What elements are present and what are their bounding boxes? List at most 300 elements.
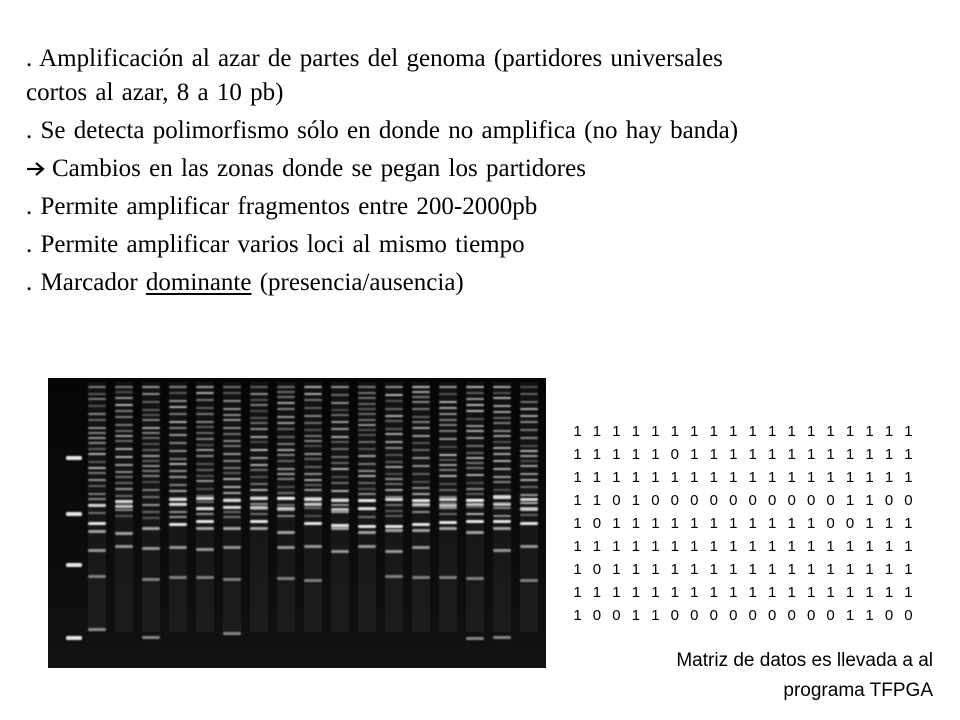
gel-band	[196, 426, 214, 428]
gel-band	[520, 386, 538, 388]
gel-band	[331, 456, 349, 458]
gel-band	[466, 520, 484, 523]
matrix-cell: 0	[670, 492, 680, 509]
gel-band	[412, 465, 430, 467]
gel-band	[169, 470, 187, 472]
gel-band	[466, 499, 484, 502]
matrix-cell: 1	[865, 584, 874, 601]
gel-band	[196, 501, 214, 503]
gel-band	[250, 503, 268, 505]
gel-band	[115, 464, 133, 466]
gel-band	[88, 575, 106, 578]
gel-band	[520, 514, 538, 516]
matrix-cell: 1	[631, 561, 641, 578]
gel-band	[412, 427, 430, 429]
gel-band	[115, 397, 133, 399]
gel-band	[439, 401, 457, 403]
matrix-cell: 0	[806, 492, 816, 509]
matrix-cell: 1	[845, 469, 855, 486]
gel-band	[142, 409, 160, 411]
matrix-cell: 0	[670, 607, 680, 624]
ladder-band	[66, 456, 82, 460]
gel-band	[493, 392, 511, 394]
gel-band	[358, 493, 376, 495]
gel-band	[223, 516, 241, 518]
gel-band	[439, 502, 457, 504]
gel-band	[412, 511, 430, 513]
gel-band	[169, 442, 187, 444]
matrix-cell: 1	[826, 423, 835, 440]
gel-band	[223, 632, 241, 635]
gel-band	[304, 386, 322, 388]
matrix-cell: 1	[904, 423, 913, 440]
gel-band	[277, 504, 295, 506]
matrix-cell: 0	[709, 607, 718, 624]
gel-band	[304, 484, 322, 486]
matrix-cell: 0	[709, 492, 718, 509]
gel-band	[466, 425, 484, 427]
matrix-cell: 1	[768, 469, 777, 486]
gel-band	[88, 467, 106, 469]
matrix-cell: 1	[651, 538, 660, 555]
gel-band	[169, 450, 187, 452]
gel-band	[250, 483, 268, 485]
gel-band	[115, 500, 133, 503]
gel-band	[169, 546, 187, 549]
gel-band	[142, 427, 160, 429]
gel-band	[169, 490, 187, 492]
matrix-cell: 1	[690, 423, 699, 440]
gel-band	[331, 462, 349, 464]
matrix-cell: 1	[592, 423, 602, 440]
matrix-cell: 0	[826, 492, 835, 509]
gel-band	[466, 531, 484, 534]
gel-band	[304, 407, 322, 409]
gel-band	[520, 479, 538, 481]
gel-band	[466, 404, 484, 406]
gel-band	[304, 522, 322, 525]
gel-band	[250, 422, 268, 424]
gel-band	[88, 386, 106, 388]
matrix-cell: 0	[845, 515, 855, 532]
matrix-cell: 1	[709, 538, 718, 555]
dominant-underlined-word: dominante	[145, 269, 252, 296]
gel-band	[385, 420, 403, 422]
matrix-cell: 1	[690, 561, 699, 578]
gel-band	[412, 416, 430, 418]
gel-band	[223, 472, 241, 474]
gel-band	[358, 424, 376, 426]
gel-band	[412, 386, 430, 388]
gel-band	[169, 421, 187, 423]
gel-band	[304, 479, 322, 481]
gel-band	[385, 386, 403, 388]
matrix-cell: 1	[904, 446, 913, 463]
matrix-cell: 1	[787, 561, 796, 578]
gel-band	[88, 461, 106, 463]
gel-band	[250, 441, 268, 443]
gel-band	[331, 550, 349, 553]
gel-band	[250, 457, 268, 459]
gel-band	[250, 513, 268, 515]
matrix-cell: 1	[865, 492, 874, 509]
gel-band	[115, 476, 133, 478]
ladder-band	[66, 563, 82, 567]
matrix-cell: 1	[865, 423, 874, 440]
gel-band	[385, 454, 403, 456]
gel-band	[223, 440, 241, 442]
gel-band	[520, 508, 538, 511]
gel-band	[223, 467, 241, 469]
gel-band	[520, 473, 538, 475]
gel-band	[304, 435, 322, 437]
gel-band	[412, 493, 430, 495]
gel-band	[115, 488, 133, 490]
gel-band	[331, 421, 349, 423]
gel-band	[196, 392, 214, 394]
gel-band	[358, 419, 376, 421]
gel-band	[88, 530, 106, 533]
gel-band	[277, 386, 295, 388]
matrix-cell: 1	[573, 446, 582, 463]
gel-band	[439, 419, 457, 421]
gel-band	[115, 515, 133, 517]
matrix-cell: 1	[631, 538, 641, 555]
gel-band	[358, 531, 376, 534]
gel-band	[250, 386, 268, 388]
gel-band	[169, 386, 187, 388]
gel-band	[412, 391, 430, 393]
matrix-row	[568, 512, 918, 535]
gel-band	[169, 516, 187, 518]
gel-band	[331, 511, 349, 513]
gel-band	[196, 480, 214, 482]
gel-band	[88, 442, 106, 444]
gel-band	[412, 523, 430, 526]
matrix-cell: 1	[787, 584, 796, 601]
gel-band	[520, 545, 538, 548]
gel-band	[115, 505, 133, 508]
gel-band	[466, 503, 484, 506]
matrix-cell: 1	[631, 607, 641, 624]
gel-band	[196, 497, 214, 500]
gel-band	[358, 429, 376, 431]
gel-band	[169, 523, 187, 526]
gel-band	[223, 578, 241, 581]
matrix-cell: 1	[729, 446, 738, 463]
gel-band	[358, 488, 376, 490]
matrix-cell: 1	[709, 584, 718, 601]
gel-band	[277, 416, 295, 418]
gel-band	[358, 397, 376, 399]
gel-band	[439, 507, 457, 509]
matrix-cell: 1	[612, 584, 621, 601]
gel-band	[358, 386, 376, 388]
gel-band	[493, 453, 511, 455]
gel-band	[142, 465, 160, 467]
matrix-cell: 0	[651, 492, 660, 509]
gel-band	[304, 399, 322, 401]
matrix-cell: 1	[787, 446, 796, 463]
matrix-cell: 1	[806, 561, 816, 578]
gel-band	[142, 437, 160, 439]
gel-band	[385, 483, 403, 485]
gel-band	[277, 436, 295, 438]
gel-band	[196, 432, 214, 434]
gel-band	[466, 462, 484, 464]
gel-band	[466, 386, 484, 388]
gel-band	[412, 576, 430, 579]
gel-band	[88, 448, 106, 450]
gel-band	[520, 579, 538, 582]
gel-band	[439, 393, 457, 395]
gel-band	[412, 396, 430, 398]
gel-band	[223, 453, 241, 455]
matrix-cell: 1	[573, 561, 582, 578]
matrix-cell: 1	[904, 515, 913, 532]
matrix-cell: 1	[806, 423, 816, 440]
gel-band	[520, 445, 538, 447]
gel-band	[520, 450, 538, 452]
matrix-row	[568, 535, 918, 558]
gel-band	[439, 446, 457, 448]
matrix-cell: 1	[845, 538, 855, 555]
gel-band	[439, 430, 457, 432]
gel-band	[88, 512, 106, 514]
matrix-row	[568, 604, 918, 627]
gel-band	[439, 475, 457, 477]
matrix-cell: 1	[865, 607, 874, 624]
matrix-cell: 1	[729, 584, 738, 601]
gel-band	[331, 386, 349, 388]
matrix-cell: 1	[826, 446, 835, 463]
gel-band	[385, 394, 403, 396]
gel-band	[223, 492, 241, 494]
matrix-cell: 1	[768, 423, 777, 440]
matrix-cell: 1	[651, 446, 660, 463]
matrix-cell: 1	[884, 561, 894, 578]
matrix-cell: 1	[573, 469, 582, 486]
matrix-cell: 0	[768, 607, 777, 624]
gel-band	[277, 492, 295, 494]
gel-band	[223, 527, 241, 530]
gel-band	[250, 489, 268, 491]
gel-band	[169, 458, 187, 460]
gel-band	[439, 413, 457, 415]
gel-band	[277, 486, 295, 488]
matrix-cell: 1	[573, 492, 582, 509]
gel-band	[277, 449, 295, 451]
gel-band	[196, 449, 214, 451]
gel-band	[358, 455, 376, 457]
matrix-row	[568, 443, 918, 466]
matrix-cell: 1	[845, 584, 855, 601]
matrix-cell: 1	[884, 515, 894, 532]
matrix-cell: 1	[729, 515, 738, 532]
matrix-cell: 1	[729, 561, 738, 578]
matrix-cell: 0	[748, 607, 757, 624]
matrix-cell: 1	[690, 515, 699, 532]
matrix-cell: 1	[884, 423, 894, 440]
gel-band	[169, 484, 187, 486]
gel-band	[250, 436, 268, 438]
matrix-cell: 1	[729, 538, 738, 555]
gel-band	[385, 515, 403, 517]
gel-band	[142, 636, 160, 639]
matrix-cell: 1	[884, 584, 894, 601]
gel-band	[466, 482, 484, 484]
gel-band	[331, 527, 349, 530]
gel-band	[223, 408, 241, 410]
gel-band	[385, 441, 403, 443]
gel-band	[493, 527, 511, 530]
gel-band	[439, 407, 457, 409]
gel-band	[493, 405, 511, 407]
matrix-cell: 1	[573, 584, 582, 601]
matrix-cell: 0	[826, 515, 835, 532]
gel-band	[115, 435, 133, 437]
gel-band	[304, 453, 322, 455]
gel-band	[520, 401, 538, 403]
matrix-cell: 1	[651, 469, 660, 486]
gel-lane	[385, 382, 403, 632]
gel-band	[439, 454, 457, 456]
matrix-cell: 1	[748, 446, 757, 463]
gel-band	[412, 481, 430, 483]
matrix-cell: 1	[865, 538, 874, 555]
matrix-cell: 1	[826, 561, 835, 578]
matrix-cell: 1	[612, 561, 621, 578]
gel-band	[223, 486, 241, 488]
gel-band	[385, 466, 403, 468]
gel-band	[331, 448, 349, 450]
gel-band	[331, 490, 349, 492]
matrix-cell: 1	[670, 538, 680, 555]
gel-band	[304, 498, 322, 501]
gel-band	[412, 499, 430, 502]
matrix-cell: 1	[768, 515, 777, 532]
gel-band	[115, 448, 133, 450]
gel-band	[277, 460, 295, 462]
matrix-cell: 1	[865, 561, 874, 578]
matrix-cell: 1	[631, 492, 641, 509]
matrix-cell: 1	[631, 469, 641, 486]
gel-band	[304, 429, 322, 431]
gel-band	[142, 443, 160, 445]
matrix-cell: 1	[748, 423, 757, 440]
gel-band	[439, 459, 457, 461]
matrix-cell: 0	[729, 492, 738, 509]
matrix-cell: 1	[709, 446, 718, 463]
matrix-cell: 1	[592, 446, 602, 463]
matrix-cell: 1	[690, 469, 699, 486]
gel-band	[412, 421, 430, 423]
matrix-cell: 1	[729, 423, 738, 440]
matrix-cell: 1	[748, 584, 757, 601]
gel-band	[331, 441, 349, 443]
gel-band	[520, 465, 538, 467]
gel-band	[304, 515, 322, 517]
gel-band	[142, 414, 160, 416]
gel-band	[412, 408, 430, 410]
matrix-cell: 1	[631, 446, 641, 463]
gel-band	[142, 401, 160, 403]
gel-band	[196, 576, 214, 579]
gel-band	[385, 461, 403, 463]
gel-band	[520, 429, 538, 431]
gel-band	[358, 408, 376, 410]
gel-band	[520, 460, 538, 462]
matrix-cell: 1	[592, 469, 602, 486]
bullet-list	[26, 40, 936, 302]
matrix-cell: 0	[690, 492, 699, 509]
gel-band	[412, 401, 430, 403]
gel-band	[412, 503, 430, 506]
gel-band	[493, 507, 511, 509]
gel-band	[196, 455, 214, 457]
gel-band	[88, 398, 106, 400]
matrix-cell: 1	[670, 469, 680, 486]
gel-band	[493, 468, 511, 470]
gel-band	[358, 463, 376, 465]
matrix-cell: 1	[709, 469, 718, 486]
matrix-cell: 1	[884, 538, 894, 555]
right-arrow-icon	[26, 150, 52, 188]
gel-band	[439, 496, 457, 498]
gel-band	[358, 413, 376, 415]
gel-band	[277, 402, 295, 404]
gel-band	[385, 510, 403, 512]
gel-band	[493, 460, 511, 462]
gel-band	[466, 430, 484, 432]
matrix-cell: 1	[748, 538, 757, 555]
bullet-dominant-marker	[26, 264, 936, 302]
gel-band	[331, 524, 349, 527]
gel-band	[223, 546, 241, 549]
gel-band	[385, 498, 403, 501]
gel-band	[493, 417, 511, 419]
matrix-row	[568, 558, 918, 581]
gel-band	[88, 479, 106, 481]
matrix-cell: 1	[573, 515, 582, 532]
gel-band	[439, 513, 457, 515]
gel-band	[196, 527, 214, 530]
matrix-cell: 1	[631, 515, 641, 532]
matrix-cell: 1	[845, 492, 855, 509]
gel-band	[115, 391, 133, 393]
gel-band	[142, 460, 160, 462]
matrix-cell: 1	[787, 423, 796, 440]
bullet-amplification-continued: cortos al azar, 8 a 10 pb)	[26, 79, 284, 106]
gel-band	[304, 473, 322, 475]
matrix-cell: 0	[768, 492, 777, 509]
caption-line-1: Matriz de datos es llevada a al	[676, 650, 933, 671]
matrix-cell: 0	[612, 607, 621, 624]
matrix-cell: 1	[806, 584, 816, 601]
gel-band	[358, 470, 376, 472]
matrix-cell: 1	[573, 607, 582, 624]
gel-band	[277, 473, 295, 475]
gel-band	[277, 468, 295, 470]
gel-band	[358, 441, 376, 443]
gel-band	[331, 394, 349, 396]
gel-band	[412, 487, 430, 489]
gel-band	[142, 504, 160, 506]
gel-band	[385, 433, 403, 435]
gel-band	[115, 424, 133, 426]
gel-band	[196, 421, 214, 423]
gel-band	[439, 386, 457, 388]
